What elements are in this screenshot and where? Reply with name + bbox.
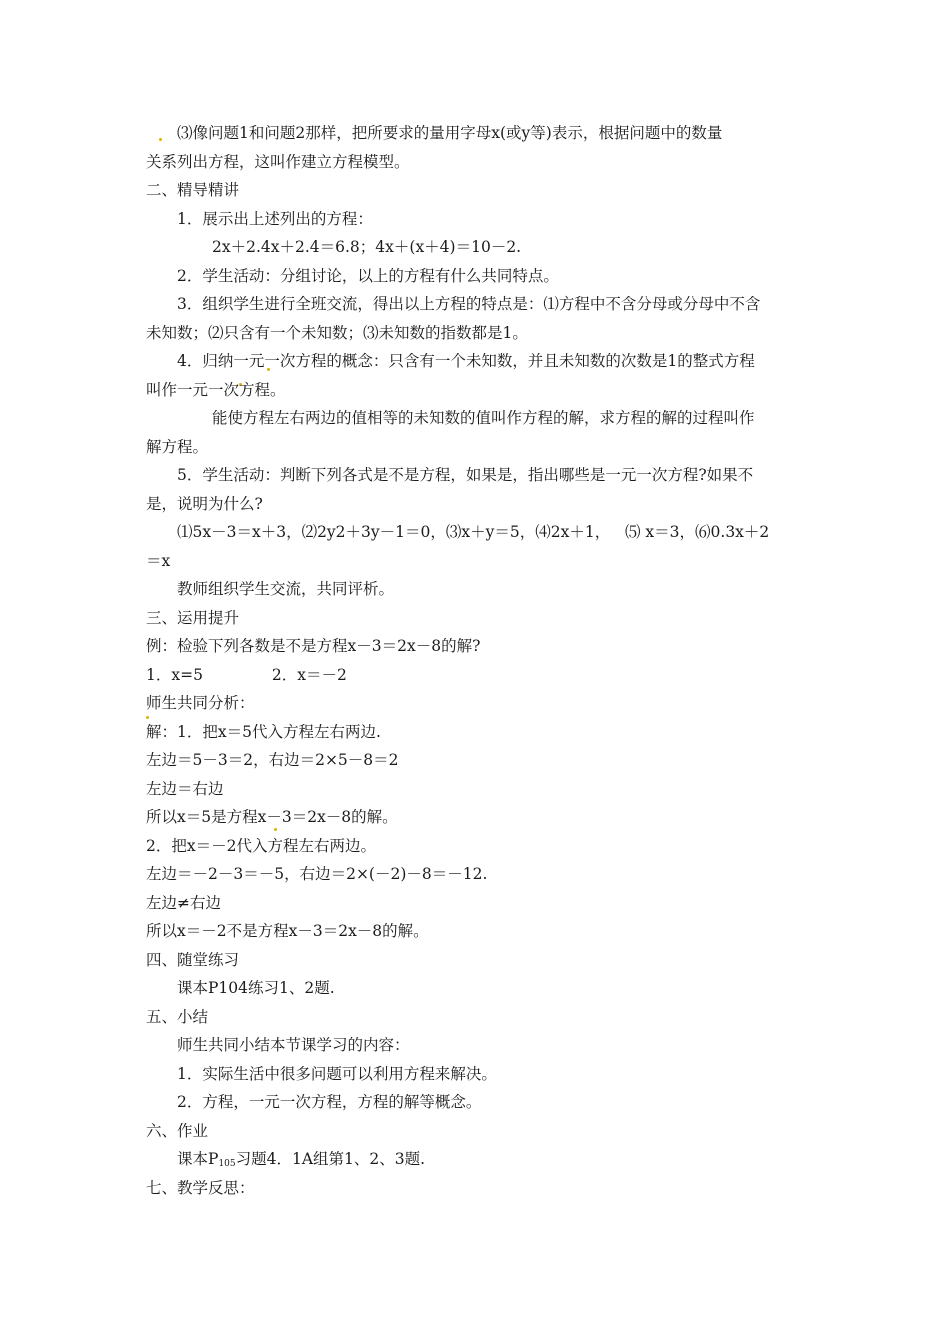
section-heading: 六、作业 [146, 1121, 209, 1140]
paragraph-line: 3．组织学生进行全班交流，得出以上方程的特点是：⑴方程中不含分母或分母中不含 [177, 295, 761, 313]
paragraph-line: 教师组织学生交流，共同评析。 [177, 580, 395, 598]
homework-suffix: 习题4．1A组第1、2、3题. [235, 1150, 426, 1168]
paragraph-line: 5．学生活动：判断下列各式是不是方程，如果是，指出哪些是一元一次方程?如果不 [177, 466, 754, 484]
paragraph-line: 左边＝右边 [146, 779, 224, 798]
paragraph-line: 2．方程，一元一次方程，方程的解等概念。 [177, 1093, 482, 1111]
equation-line: ⑴5x－3＝x＋3，⑵2y2＋3y－1＝0，⑶x＋y＝5，⑷2x＋1， ⑸ x＝3，⑹0.3x＋2 [177, 523, 770, 541]
paragraph-line: 所以x＝－2不是方程x－3＝2x－8的解。 [146, 922, 429, 940]
paragraph-line: 1．x=5 2．x＝－2 [146, 665, 347, 684]
section-heading: 五、小结 [146, 1007, 209, 1026]
paragraph-line: 未知数；⑵只含有一个未知数；⑶未知数的指数都是1。 [146, 323, 528, 342]
paragraph-line: 师生共同小结本节课学习的内容： [177, 1036, 410, 1054]
section-heading: 七、教学反思： [146, 1178, 255, 1197]
paragraph-line: 解：1．把x＝5代入方程左右两边. [146, 722, 381, 741]
paragraph-line: 左边＝5－3＝2，右边＝2×5－8＝2 [146, 751, 399, 769]
document-page [146, 119, 810, 1202]
section-heading: 三、运用提升 [146, 608, 240, 627]
paragraph-line [146, 1145, 810, 1174]
homework-prefix: 课本P [177, 1150, 219, 1168]
equation-line: 2x＋2.4x＋2.4＝6.8；4x＋(x＋4)＝10－2. [212, 238, 522, 256]
paragraph-line: 4．归纳一元一次方程的概念：只含有一个未知数，并且未知数的次数是1的整式方程 [177, 352, 755, 370]
paragraph-line: 关系列出方程，这叫作建立方程模型。 [146, 152, 410, 171]
paragraph-line: 课本P104练习1、2题. [177, 979, 335, 997]
paragraph-line: 叫作一元一次方程。 [146, 380, 286, 399]
page-number-subscript: 105 [218, 1159, 236, 1169]
paragraph-line: 2．学生活动：分组讨论，以上的方程有什么共同特点。 [177, 266, 559, 285]
section-heading: 四、随堂练习 [146, 950, 240, 969]
paragraph-line: 师生共同分析： [146, 694, 255, 712]
section-heading: 二、精导精讲 [146, 181, 240, 199]
paragraph-line: 例：检验下列各数是不是方程x－3＝2x－8的解? [146, 637, 481, 655]
paragraph-line: 2．把x＝－2代入方程左右两边。 [146, 836, 376, 855]
paragraph-line: 1．展示出上述列出的方程： [177, 209, 373, 228]
equation-line: ＝x [146, 551, 171, 570]
paragraph-line: 解方程。 [146, 437, 209, 456]
paragraph-line: 所以x＝5是方程x－3＝2x－8的解。 [146, 808, 398, 826]
paragraph-line: 是，说明为什么? [146, 494, 263, 513]
paragraph-line: ⑶像问题1和问题2那样，把所要求的量用字母x(或y等)表示，根据问题中的数量 [177, 124, 723, 142]
paragraph-line: 左边≠右边 [146, 893, 221, 912]
paragraph-line: 左边＝－2－3＝－5，右边＝2×(－2)－8＝－12. [146, 865, 488, 883]
paragraph-line: 能使方程左右两边的值相等的未知数的值叫作方程的解，求方程的解的过程叫作 [212, 409, 755, 427]
paragraph-line: 1．实际生活中很多问题可以利用方程来解决。 [177, 1064, 497, 1083]
